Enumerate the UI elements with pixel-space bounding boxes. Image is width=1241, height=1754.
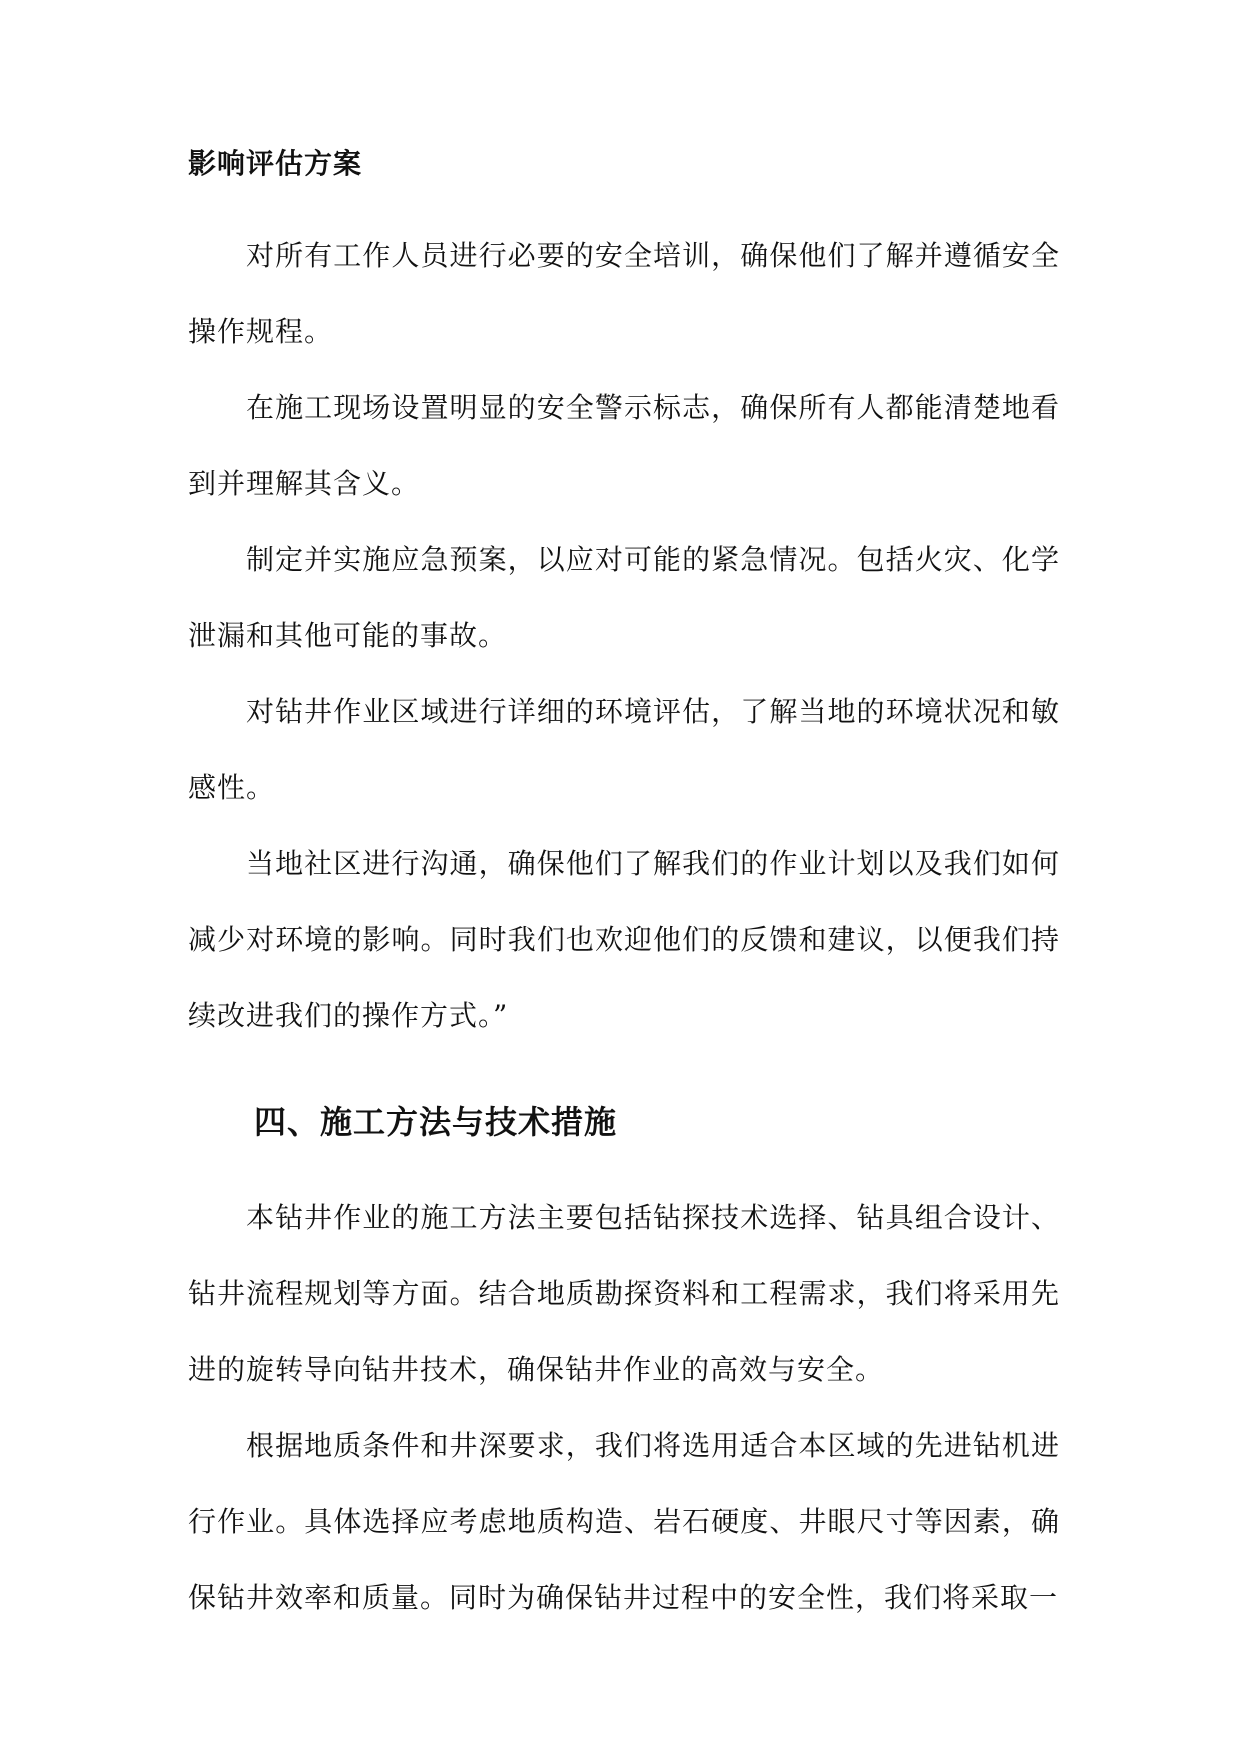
page-content — [188, 140, 1060, 1636]
paragraph-community-communication: 当地社区进行沟通，确保他们了解我们的作业计划以及我们如何减少对环境的影响。同时我们也欢迎他们的反馈和建议，以便我们持续改进我们的操作方式。” — [188, 847, 1060, 1032]
paragraph-safety-training: 对所有工作人员进行必要的安全培训，确保他们了解并遵循安全操作规程。 — [188, 239, 1060, 348]
paragraph-warning-signs: 在施工现场设置明显的安全警示标志，确保所有人都能清楚地看到并理解其含义。 — [188, 391, 1060, 500]
paragraph-rig-selection: 根据地质条件和井深要求，我们将选用适合本区域的先进钻机进行作业。具体选择应考虑地质构造、岩石硬度、井眼尺寸等因素，确保钻井效率和质量。同时为确保钻井过程中的安全性，我们将采取一 — [188, 1429, 1060, 1614]
paragraph-environment-assessment: 对钻井作业区域进行详细的环境评估，了解当地的环境状况和敏感性。 — [188, 695, 1060, 804]
paragraph-construction-method: 本钻井作业的施工方法主要包括钻探技术选择、钻具组合设计、钻井流程规划等方面。结合地质勘探资料和工程需求，我们将采用先进的旋转导向钻井技术，确保钻井作业的高效与安全。 — [188, 1201, 1060, 1386]
paragraph-emergency-plan: 制定并实施应急预案，以应对可能的紧急情况。包括火灾、化学泄漏和其他可能的事故。 — [188, 543, 1060, 652]
section-heading: 影响评估方案 — [188, 147, 363, 180]
chapter-heading: 四、施工方法与技术措施 — [254, 1103, 618, 1141]
